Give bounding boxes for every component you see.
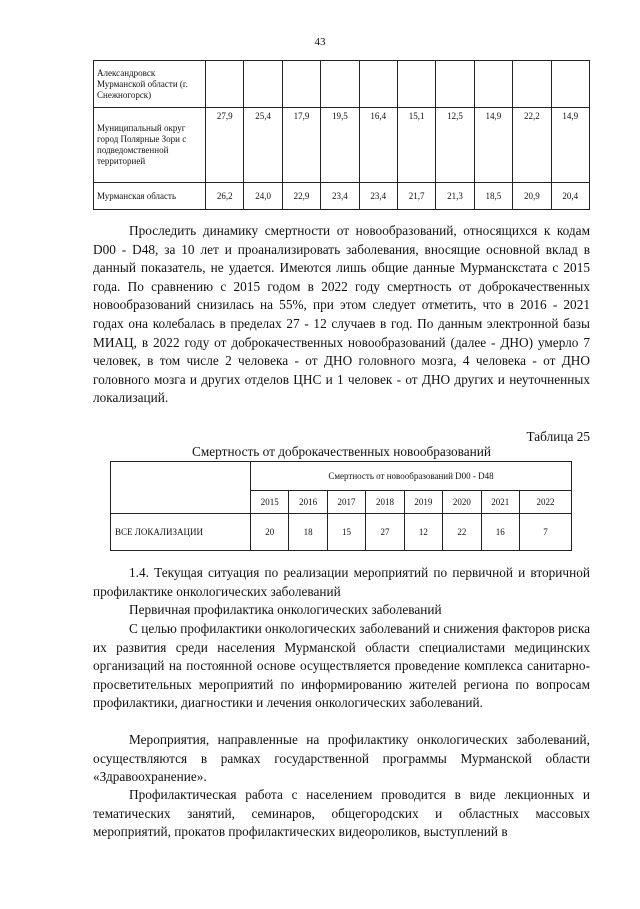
table-title: Смертность от доброкачественных новообразований [192,444,491,459]
table-cell: 19,5 [321,108,359,183]
group-header: Смертность от новообразований D00 - D48 [251,462,572,491]
table-cell: 25,4 [244,108,282,183]
table-header-row [111,462,572,491]
table-cell [321,61,359,108]
table-cell: 15,1 [397,108,435,183]
table-cell [474,61,512,108]
year-header: 2018 [366,491,404,514]
top-mortality-table [93,60,590,210]
row-label: ВСЕ ЛОКАЛИЗАЦИИ [111,514,251,551]
table-cell: 16,4 [359,108,397,183]
year-header: 2020 [443,491,481,514]
table-cell: 24,0 [244,183,282,210]
paragraph-preventive-work: Профилактическая работа с населением проводится в виде лекционных и тематических занятий, семинаров, общегородских и областных массовых мероприятий, прокатов профилактических видеороликов, выступлений в [93,787,590,840]
table-row [94,108,590,183]
year-header: 2017 [327,491,365,514]
dno-mortality-table [110,461,572,551]
table-cell [551,61,589,108]
table-cell: 20,9 [513,183,551,210]
table-cell: 21,3 [436,183,474,210]
table-cell [359,61,397,108]
table-cell [206,61,244,108]
table-cell: 7 [519,514,571,551]
table-cell: 17,9 [282,108,320,183]
table-row [111,514,572,551]
row-label: Муниципальный округ город Полярные Зори с подведомственной территорией [94,108,206,183]
table-cell: 23,4 [321,183,359,210]
table-cell [436,61,474,108]
page-number: 43 [314,36,326,48]
table-cell: 27,9 [206,108,244,183]
table-cell: 20 [251,514,289,551]
table-cell: 21,7 [397,183,435,210]
table-cell: 22 [443,514,481,551]
table-cell: 20,4 [551,183,589,210]
table-cell: 22,2 [513,108,551,183]
table-cell [397,61,435,108]
paragraph-program: Мероприятия, направленные на профилактику онкологических заболеваний, осуществляются в рамках государственной программы Мурманской области «Здравоохранение». [93,732,590,785]
row-label: Александровск Мурманской области (г. Снежногорск) [94,61,206,108]
table-cell: 26,2 [206,183,244,210]
year-header: 2021 [481,491,519,514]
table-cell: 18,5 [474,183,512,210]
table-cell: 14,9 [551,108,589,183]
year-header: 2016 [289,491,327,514]
subheading: Первичная профилактика онкологических заболеваний [129,602,442,617]
table-row [94,183,590,210]
table-cell: 23,4 [359,183,397,210]
table-cell: 12 [404,514,442,551]
table-corner-cell [111,462,251,514]
section-heading: 1.4. Текущая ситуация по реализации мероприятий по первичной и вторичной профилактике онкологических заболеваний [93,565,590,599]
year-header: 2015 [251,491,289,514]
table-cell [513,61,551,108]
paragraph-primary-prevention: С целью профилактики онкологических заболеваний и снижения факторов риска их развития среди населения Мурманской области специалистами медицинских организаций на постоянной основе осуществляется проведение комплекса санитарно-просветительных мероприятий по информированию жителей региона по вопросам профилактики, диагностики и лечения онкологических заболеваний. [93,621,590,711]
year-header: 2019 [404,491,442,514]
table-cell: 12,5 [436,108,474,183]
table-cell: 27 [366,514,404,551]
year-header: 2022 [519,491,571,514]
paragraph-dno-dynamics: Проследить динамику смертности от новообразований, относящихся к кодам D00 - D48, за 10 лет и проанализировать заболевания, вносящие основной вклад в данный показатель, не удается. Имеются лишь общие данные Мурманскстата с 2015 года. По сравнению с 2015 годом в 2022 году смертность от доброкачественных новообразований снизилась на 55%, при этом следует отметить, что в 2016 - 2021 годах она колебалась в пределах 27 - 12 случаев в год. По данным электронной базы МИАЦ, в 2022 году от доброкачественных новообразований (далее - ДНО) умерло 7 человек, в том числе 2 человека - от ДНО головного мозга, 4 человека - от ДНО головного мозга и других отделов ЦНС и 1 человек - от ДНО других и неуточненных локализаций. [93,223,590,406]
table-cell: 15 [327,514,365,551]
table-cell: 14,9 [474,108,512,183]
table-cell: 16 [481,514,519,551]
row-label: Мурманская область [94,183,206,210]
table-cell: 18 [289,514,327,551]
table-caption: Таблица 25 [526,429,590,444]
table-row [94,61,590,108]
table-cell [282,61,320,108]
table-cell: 22,9 [282,183,320,210]
table-cell [244,61,282,108]
